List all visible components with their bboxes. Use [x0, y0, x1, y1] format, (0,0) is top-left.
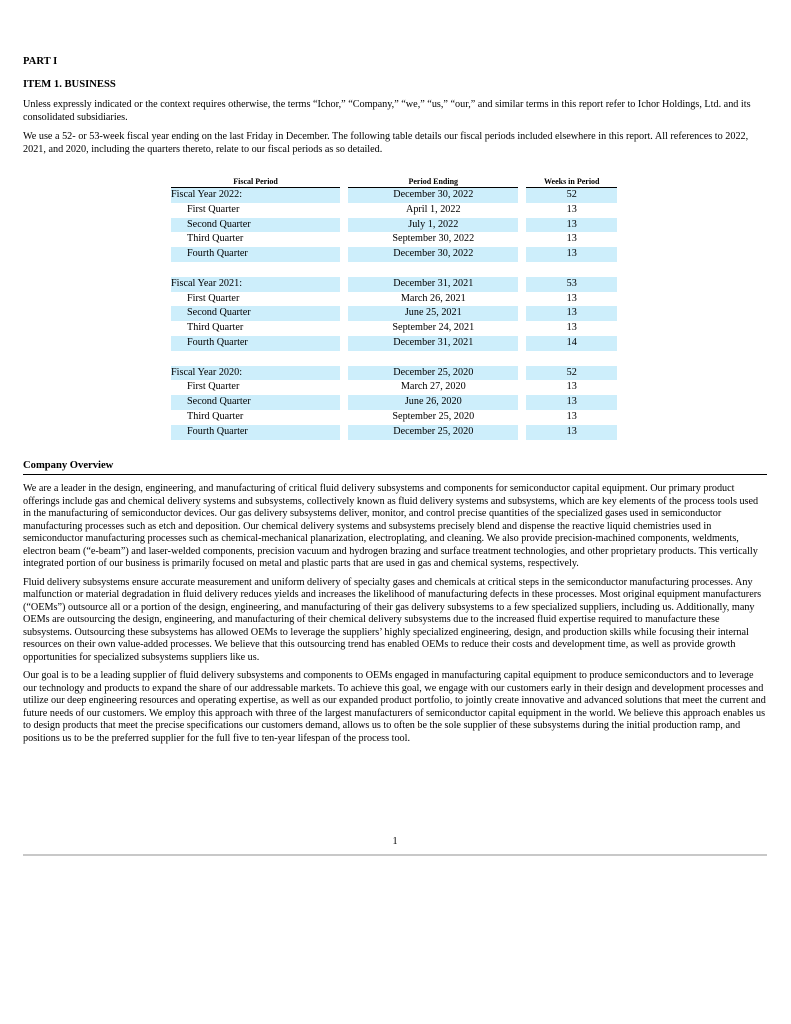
table-spacer-row: [171, 262, 617, 277]
header-fiscal-period: Fiscal Period: [171, 177, 340, 188]
table-body: [171, 188, 617, 440]
table-row: [171, 321, 617, 336]
table-row: [171, 292, 617, 307]
weeks-in-period-cell: 13: [566, 410, 577, 422]
period-ending-cell: September 25, 2020: [392, 410, 475, 422]
overview-paragraph-2: Fluid delivery subsystems ensure accurate measurement and uniform delivery of specialty gases and chemicals at critical steps in the semiconductor manufacturing processes. Any malfunction or material degradation in fluid delivery reduces yields and increases the likelihood of manufacturing defects in these processes. Most original equipment manufacturers (“OEMs”) outsource all or a portion of the design, engineering, and manufacturing of their gas delivery subsystems to a few specialized suppliers, including us. Additionally, many OEMs are outsourcing the design, engineering, and manufacturing of their chemical delivery subsystems due to the increased fluid expertise required to manufacture these subsystems. Outsourcing these subsystems has allowed OEMs to leverage the suppliers’ highly specialized engineering, design, and production skills while focusing their internal resources on their own value-added processes. We believe that this outsourcing trend has enabled OEMs to reduce their costs and development time, as well as provide growth opportunities for specialized subsystems suppliers like us.: [23, 576, 762, 663]
fiscal-period-cell: Fourth Quarter: [171, 247, 340, 262]
page-number: 1: [392, 836, 398, 847]
document-page: [23, 55, 767, 847]
weeks-in-period-cell: 14: [526, 336, 617, 351]
overview-paragraph-3: Our goal is to be a leading supplier of fluid delivery subsystems and components to OEMs engaged in manufacturing capital equipment to produce semiconductors and to leverage our technology and products to expand the share of our addressable markets. To achieve this goal, we engage with our customers early in their design and development processes and utilize our deep engineering resources and operating expertise, as well as our expanded product portfolio, to jointly create innovative and advanced solutions that meet the current and future needs of our customers. We employ this approach with three of the largest manufacturers of semiconductor capital equipment in the world. We believe this approach enables us to design products that meet the precise specifications our customers demand, allows us to often be the sole supplier of these subsystems during the initial production ramp, and positions us to be the preferred supplier for the full five to ten-year lifespan of the process tool.: [23, 670, 766, 744]
weeks-in-period-cell: 13: [526, 395, 617, 410]
period-ending-cell: September 24, 2021: [392, 322, 475, 334]
period-ending-cell: December 25, 2020: [348, 366, 518, 381]
weeks-in-period-cell: 13: [526, 247, 617, 262]
company-overview-heading: Company Overview: [23, 459, 767, 475]
table-header-row: [171, 177, 617, 188]
table-row: [171, 247, 617, 262]
period-ending-cell: December 30, 2022: [348, 247, 518, 262]
table-row: [171, 232, 617, 247]
fiscal-period-cell: Second Quarter: [171, 306, 340, 321]
table-row: [171, 277, 617, 292]
period-ending-cell: December 30, 2022: [348, 188, 518, 203]
fiscal-period-cell: First Quarter: [187, 381, 240, 393]
period-ending-cell: March 27, 2020: [400, 381, 466, 393]
overview-paragraph-1: We are a leader in the design, engineering, and manufacturing of critical fluid delivery subsystems and components for semiconductor capital equipment. Our primary product offerings include gas and chemical delivery systems and subsystems, collectively known as fluid delivery systems and subsystems, which are key elements of the process tools used in the manufacturing of semiconductor devices. Our gas delivery subsystems deliver, monitor, and control precise quantities of the specialized gases used in semiconductor manufacturing processes such as etch and deposition. Our chemical delivery systems and subsystems precisely blend and dispense the reactive liquid chemistries used in semiconductor manufacturing processes such as chemical-mechanical planarization, electroplating, and cleaning. We also provide precision-machined components, weldments, electron beam (“e-beam”) and laser-welded components, precision vacuum and hydrogen brazing and surface treatment technologies, and other proprietary products. This vertically integrated portion of our business is primarily focused on metal and plastic parts that are used in gas and chemical systems, respectively.: [23, 483, 759, 569]
weeks-in-period-cell: 13: [566, 203, 577, 215]
table-row: [171, 306, 617, 321]
weeks-in-period-cell: 53: [526, 277, 617, 292]
period-ending-cell: June 25, 2021: [348, 306, 518, 321]
fiscal-period-cell: Second Quarter: [171, 218, 340, 233]
weeks-in-period-cell: 52: [526, 188, 617, 203]
fiscal-period-cell: Third Quarter: [187, 233, 244, 245]
fiscal-period-cell: Third Quarter: [187, 322, 244, 334]
fiscal-period-cell: Fourth Quarter: [171, 336, 340, 351]
company-overview-text: [23, 483, 767, 751]
period-ending-cell: December 25, 2020: [348, 425, 518, 440]
header-weeks-in-period: Weeks in Period: [526, 177, 617, 188]
fiscal-period-cell: First Quarter: [187, 292, 240, 304]
weeks-in-period-cell: 13: [526, 306, 617, 321]
fiscal-period-cell: Fiscal Year 2022:: [171, 188, 340, 203]
fiscal-period-cell: Second Quarter: [171, 395, 340, 410]
weeks-in-period-cell: 52: [526, 366, 617, 381]
fiscal-periods-table: [171, 177, 617, 440]
weeks-in-period-cell: 13: [526, 218, 617, 233]
header-period-ending: Period Ending: [348, 177, 518, 188]
page-divider: [23, 854, 767, 856]
table-row: [171, 425, 617, 440]
table-row: [171, 218, 617, 233]
table-row: [171, 203, 617, 218]
period-ending-cell: April 1, 2022: [405, 203, 461, 215]
weeks-in-period-cell: 13: [566, 381, 577, 393]
fiscal-period-cell: Third Quarter: [187, 410, 244, 422]
table-row: [171, 380, 617, 395]
weeks-in-period-cell: 13: [566, 233, 577, 245]
table-row: [171, 188, 617, 203]
intro-paragraph-2: We use a 52- or 53-week fiscal year ending on the last Friday in December. The following table details our fiscal periods included elsewhere in this report. All references to 2022, 2021, and 2020, including the quarters thereto, relate to our fiscal periods as so detailed.: [23, 131, 749, 155]
table-row: [171, 366, 617, 381]
table-row: [171, 395, 617, 410]
fiscal-period-cell: Fourth Quarter: [171, 425, 340, 440]
weeks-in-period-cell: 13: [566, 292, 577, 304]
item-heading: ITEM 1. BUSINESS: [23, 79, 116, 90]
intro-paragraph-1: Unless expressly indicated or the context requires otherwise, the terms “Ichor,” “Company,” “we,” “us,” “our,” and similar terms in this report refer to Ichor Holdings, Ltd. and its consolidated subsidiaries.: [23, 99, 751, 123]
period-ending-cell: September 30, 2022: [392, 233, 475, 245]
period-ending-cell: July 1, 2022: [348, 218, 518, 233]
period-ending-cell: December 31, 2021: [348, 336, 518, 351]
period-ending-cell: December 31, 2021: [348, 277, 518, 292]
weeks-in-period-cell: 13: [526, 425, 617, 440]
period-ending-cell: March 26, 2021: [400, 292, 466, 304]
table-row: [171, 336, 617, 351]
fiscal-period-cell: Fiscal Year 2021:: [171, 277, 340, 292]
table-row: [171, 410, 617, 425]
period-ending-cell: June 26, 2020: [348, 395, 518, 410]
weeks-in-period-cell: 13: [566, 322, 577, 334]
fiscal-period-cell: First Quarter: [187, 203, 240, 215]
fiscal-period-cell: Fiscal Year 2020:: [171, 366, 340, 381]
part-heading: PART I: [23, 56, 58, 67]
table-spacer-row: [171, 351, 617, 366]
